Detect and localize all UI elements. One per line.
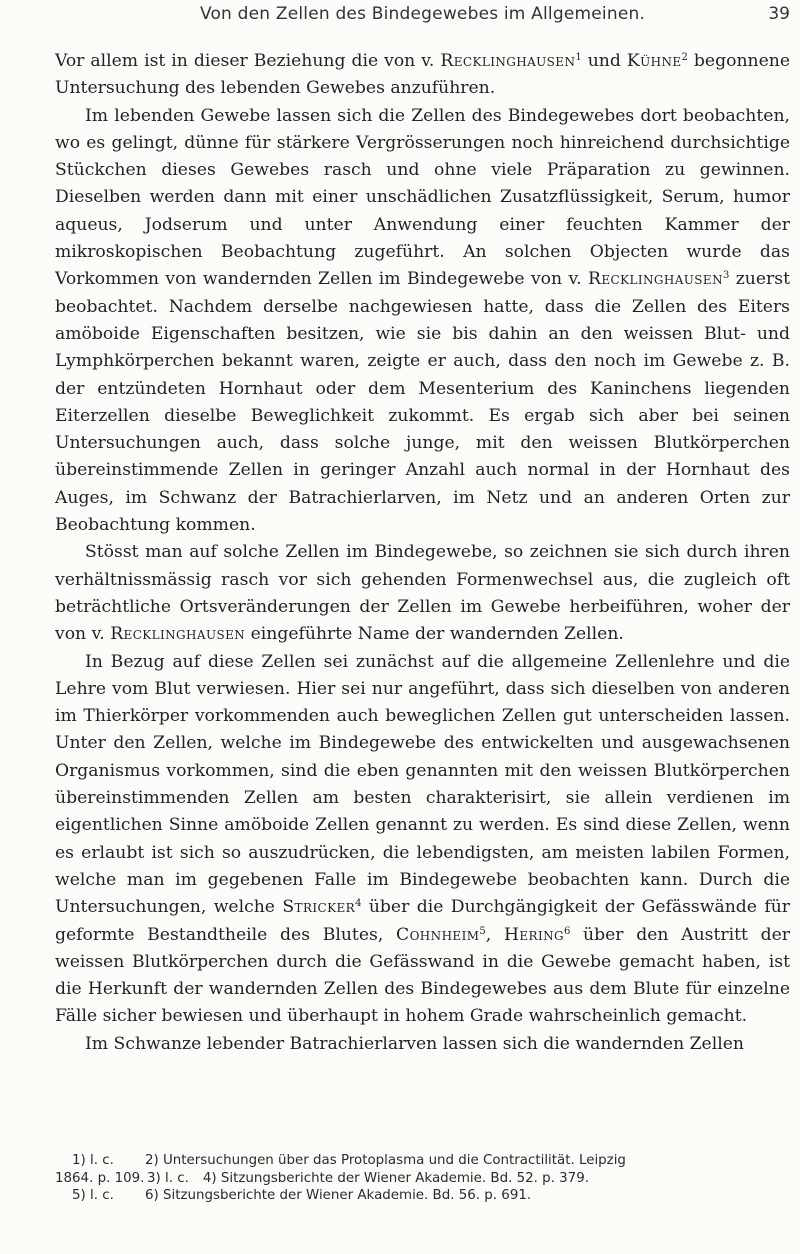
text-run: begonnene Untersuchung des lebenden Gewebes anzuführen.	[55, 51, 790, 99]
footnote-1: 1) l. c.	[72, 1153, 114, 1168]
footnote-1-continued: 1864. p. 109.	[55, 1170, 145, 1186]
body-text	[55, 48, 790, 1058]
footnotes	[55, 1152, 790, 1205]
footnote-ref: 2	[681, 52, 688, 63]
footnote-row	[55, 1187, 790, 1205]
footnote-pair	[128, 1170, 790, 1188]
paragraph-4	[55, 649, 790, 1031]
author-name: Stricker	[282, 897, 356, 918]
footnote-4: 4) Sitzungsberichte der Wiener Akademie. Bd. 52. p. 379.	[202, 1170, 589, 1186]
running-title: Von den Zellen des Bindegewebes im Allgemeinen.	[199, 4, 646, 24]
footnote-6: 6) Sitzungsberichte der Wiener Akademie. Bd. 56. p. 691.	[145, 1188, 532, 1203]
paragraph-2	[55, 103, 790, 540]
text-run: über die Durchgängigkeit der Gefässwände für geformte Bestandtheile des Blutes,	[55, 897, 790, 945]
text-run: über den Austritt der weissen Blutkörperchen durch die Gefässwand in die Gewebe gemacht haben, ist die Herkunft der wandernden Zellen des Bindegewebes aus dem Blute für einzelne Fälle sicher bewiesen und überhaupt in hohem Grade wahrscheinlich gemacht.	[55, 924, 790, 1027]
footnote-row	[55, 1170, 790, 1188]
text-run: Stösst man auf solche Zellen im Bindegewebe, so zeichnen sie sich durch ihren verhältnissmässig rasch vor sich gehenden Formenwechsel aus, die zugleich oft beträchtliche Ortsveränderungen der Zellen im Gewebe herbeiführen, woher der von v.	[55, 542, 790, 645]
text-run: Vor allem ist in dieser Beziehung die von v.	[55, 51, 441, 71]
text-run: ,	[485, 924, 504, 945]
footnote-ref: 6	[563, 925, 571, 937]
author-name: Hering	[503, 924, 564, 945]
text-run: eingeführte Name der wandernden Zellen.	[245, 624, 624, 645]
author-name: Recklinghausen	[110, 624, 246, 645]
footnote-ref: 5	[479, 925, 486, 937]
text-run: In Bezug auf diese Zellen sei zunächst auf die allgemeine Zellenlehre und die Lehre vom Blut verwiesen. Hier sei nur angeführt, dass sich dieselben von anderen im Thierkörper vorkommenden auch beweglichen Zellen gut unterscheiden lassen. Unter den Zellen, welche im Bindegewebe des entwickelten und ausgewachsenen Organismus vorkommen, sind die eben genannten mit den weissen Blutkörperchen übereinstimmenden Zellen am besten charakterisirt, sie allein verdienen im eigentlichen Sinne amöboide Zellen genannt zu werden. Es sind diese Zellen, wenn es erlaubt ist sich so auszudrücken, die lebendigsten, am meisten labilen Formen, welche man im gegebenen Falle im Bindegewebe beobachten kann. Durch die Untersuchungen, welche	[55, 651, 790, 918]
footnote-3: 3) l. c.	[147, 1170, 189, 1186]
text-run: Im Schwanze lebender Batrachierlarven lassen sich die wandernden Zellen	[85, 1033, 744, 1054]
text-run: Im lebenden Gewebe lassen sich die Zellen des Bindegewebes dort beobachten, wo es gelingt, dünne für stärkere Vergrösserungen noch hinreichend durchsichtige Stückchen dieses Gewebes rasch und ohne viele Präparation zu gewinnen. Dieselben werden dann mit einer unschädlichen Zusatzflüssigkeit, Serum, humor aqueus, Jodserum und unter Anwendung einer feuchten Kammer der mikroskopischen Beobachtung zugeführt. An solchen Objecten wurde das Vorkommen von wandernden Zellen im Bindegewebe von v.	[55, 105, 790, 290]
author-name: Cohnheim	[396, 924, 480, 945]
footnote-ref: 3	[722, 270, 730, 282]
footnote-ref: 1	[575, 52, 582, 63]
text-run: und	[581, 51, 627, 71]
text-run: zuerst beobachtet. Nachdem derselbe nachgewiesen hatte, dass die Zellen des Eiters amöboide Eigenschaften besitzen, wie sie bis dahin an den weissen Blut- und Lymphkörperchen bekannt waren, zeigte er auch, dass den noch im Gewebe z. B. der entzündeten Hornhaut oder dem Mesenterium des Kaninchens liegenden Eiterzellen dieselbe Beweglichkeit zukommt. Es ergab sich aber bei seinen Untersuchungen auch, dass solche junge, mit den weissen Blutkörperchen übereinstimmende Zellen in geringer Anzahl auch normal in der Hornhaut des Auges, im Schwanz der Batrachierlarven, im Netz und an anderen Orten zur Beobachtung kommen.	[55, 269, 790, 536]
footnote-2: 2) Untersuchungen über das Protoplasma und die Contractilität. Leipzig	[145, 1153, 626, 1168]
author-name: Recklinghausen	[588, 269, 723, 290]
footnote-ref: 4	[355, 898, 362, 910]
paragraph-1	[55, 48, 790, 103]
page-number: 39	[768, 4, 790, 24]
running-head	[55, 4, 790, 30]
paragraph-3	[55, 539, 790, 648]
footnote-row	[55, 1152, 790, 1170]
author-name: Kühne	[626, 51, 682, 71]
paragraph-5	[55, 1031, 790, 1058]
author-name: Recklinghausen	[440, 51, 576, 71]
footnote-5: 5) l. c.	[72, 1188, 114, 1203]
